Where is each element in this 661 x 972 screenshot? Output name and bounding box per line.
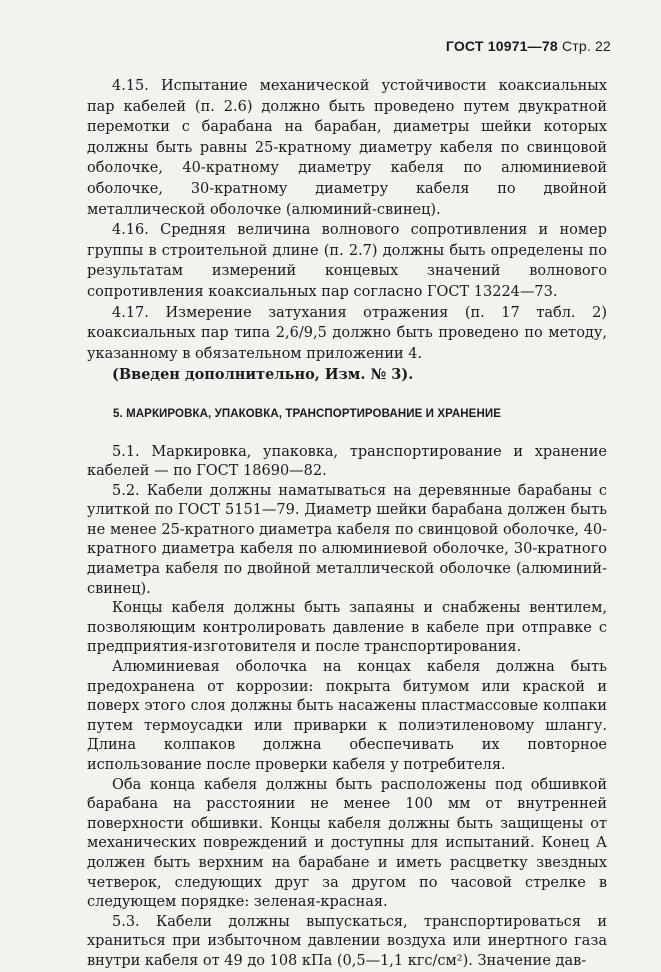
paragraph-5-2-ends: Концы кабеля должны быть запаяны и снабжены вентилем, позволяющим контролировать давление в кабеле при отправке с предприятия-изготовителя и после транспортирования. — [87, 600, 607, 656]
paragraph-4-17: 4.17. Измерение затухания отражения (п. 17 табл. 2) коаксиальных пар типа 2,6/9,5 должно быть проведено по методу, указанному в обязательном приложении 4. — [87, 304, 607, 362]
paragraph-5-1: 5.1. Маркировка, упаковка, транспортирование и хранение кабелей — по ГОСТ 18690—82. — [87, 443, 607, 480]
page-header — [446, 38, 611, 54]
page-number: Стр. 22 — [561, 38, 611, 54]
paragraph-4-16: 4.16. Средняя величина волнового сопротивления и номер группы в строительной длине (п. 2.7) должны быть определены по результатам измерений концевых значений волнового сопротивления коаксиальных пар согласно ГОСТ 13224—73. — [87, 222, 607, 300]
section-5-heading: 5. МАРКИРОВКА, УПАКОВКА, ТРАНСПОРТИРОВАНИЕ И ХРАНЕНИЕ — [113, 407, 501, 420]
standard-number: ГОСТ 10971—78 — [445, 38, 558, 54]
amendment-note: (Введен дополнительно, Изм. № 3). — [112, 366, 414, 384]
paragraph-5-2: 5.2. Кабели должны наматываться на деревянные барабаны с улиткой по ГОСТ 5151—79. Диаметр шейки барабана должен быть не менее 25-кратного диаметра кабеля по свинцовой оболочке, 40-кратного диаметра кабеля по алюминиевой оболочке, 30-кратного диаметра кабеля по двойной металлической оболочке (алюминий-свинец). — [87, 482, 607, 597]
paragraph-5-2-aluminium: Алюминиевая оболочка на концах кабеля должна быть предохранена от коррозии: покрыта битумом или краской и поверх этого слоя должны быть насажены пластмассовые колпаки путем термоусадки или приварки к полиэтиленовому шлангу. Длина колпаков должна обеспечивать их повторное использование после проверки кабеля у потребителя. — [87, 659, 607, 773]
paragraph-5-3: 5.3. Кабели должны выпускаться, транспортироваться и храниться при избыточном давлении воздуха или инертного газа внутри кабеля от 49 до 108 кПа (0,5—1,1 кгс/см²). Значение дав- — [87, 913, 607, 969]
paragraph-4-15: 4.15. Испытание механической устойчивости коаксиальных пар кабелей (п. 2.6) должно быть проведено путем двукратной перемотки с барабана на барабан, диаметры шейки которых должны быть равны 25-кратному диаметру кабеля по свинцовой оболочке, 40-кратному диаметру кабеля по алюминиевой оболочке, 30-кратному диаметру кабеля по двойной металлической оболочке (алюминий-свинец). — [87, 78, 607, 218]
section-5-body — [87, 443, 607, 972]
document-body — [87, 76, 607, 972]
paragraph-5-2-placement: Оба конца кабеля должны быть расположены под обшивкой барабана на расстоянии не менее 100 мм от внутренней поверхности обшивки. Концы кабеля должны быть защищены от механических повреждений и доступны для испытаний. Конец А должен быть верхним на барабане и иметь расцветку звездных четверок, следующих друг за другом по часовой стрелке в следующем порядке: зеленая-красная. — [87, 776, 607, 911]
